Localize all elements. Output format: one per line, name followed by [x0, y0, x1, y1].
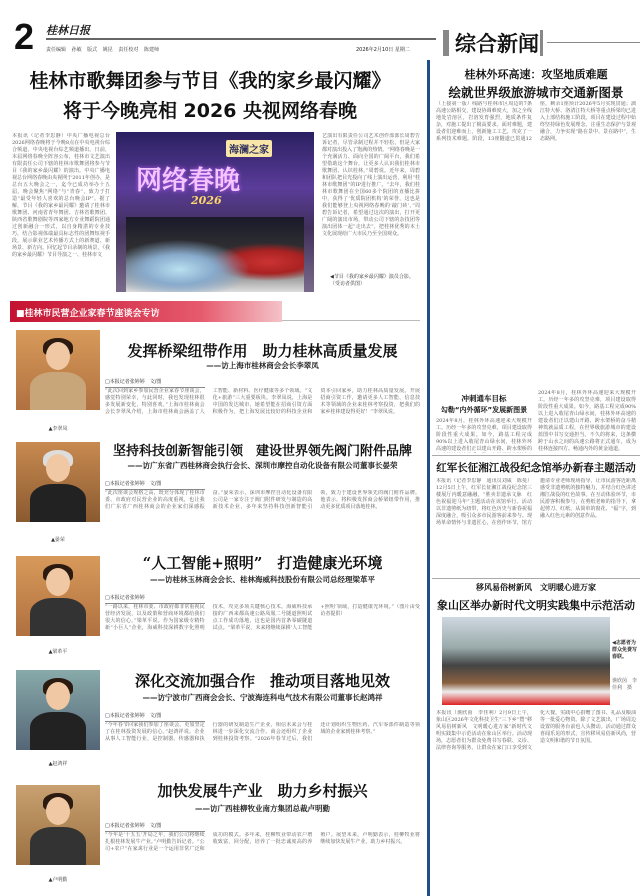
interview-headline: 发挥桥梁纽带作用 助力桂林高质量发展 — [127, 342, 398, 360]
portrait-photo — [16, 785, 100, 865]
issue-date: 2026年2月10日 星期二 — [356, 47, 410, 53]
museum-body: 本报讯（记者李思静 通讯员刘咸 陈曼）12月5日上午，红军长征湘江战役纪念馆三楼展厅内暖意融融，“胜卖非遗承文脉 红色祝福迎马年”主题活动在该馆举行。活动以非遗剪纸为纽带，将红色历史与新春祝福深度融合，吸引众多市民游客前来参与。现场革命情怀与非遗匠心，在创作环节，馆方邀请专业老师现场指导，让市民游客近距离感受非遗剪纸的独特魅力，并结合红色讲述湘江战役的红色故事。在互动体验环节，市民游客积极参与，在剪纸老师的指导下，拿起剪刀、红纸，从简单的窗花、“福”字，到融入红色元素的创意作品。 — [436, 478, 636, 526]
interview-body: “此次座谈会规格之高，既充分体现了桂林市委、市政府对民营企业的高度重视，也让我们广东省广西桂林商会的企业家们深感振奋。”晏荣表示，深圳市摩控自动化设备有限公司是一家专注于阀门附件研发与制造的高新技术企业，多年来坚持科技创新智能引领，致力于建设世界领先的阀门附件品牌。他表示，将积极发挥商会桥梁纽带作用，推动更多优质项目落地桂林。 — [105, 490, 420, 510]
photo-text-sponsor: 海澜之家 — [226, 140, 272, 157]
article-divider — [432, 578, 640, 579]
highway-subhead-line2: 勾勒“内外循环”发展新图景 — [440, 406, 528, 414]
interview-subtitle: ——访桂林玉林商会会长、桂林海威科技股份有限公司总经理梁革平 — [150, 575, 375, 584]
interview-body: “今年是‘十五五’开局之年，我们公司将继续扎根桂林发展牛产业。”卢明勤告诉记者。“公司+农户”在家禽行业是一个运用非常广泛和成功的模式。多年来，桂柳牧业带动农户增收致富，回分配，培养了一批忠诚度高的养殖户。展望未来，卢明勤表示，桂柳牧业将继续加快发展牛产业，助力乡村振兴。 — [105, 832, 420, 852]
banner-line — [282, 320, 420, 321]
byline: □本报记者张婷婷 文/图 — [105, 378, 205, 388]
lead-body-left: 本报讯（记者李思静）中央广播电视总台2026网络春晚将于今晚8点在中央电视台综合频道、中央电视台综艺频道播出。日前，本届网络春晚全阵容公布，桂林市文艺演出有限责任公司下辖的桂林市歌舞团将参与节目《我的家乡最闪耀》的演出。中央广播电视总台网络春晚由央视网于2011年创办，是总台五大晚会之一，迄今已成功举办十五届，晚会聚焦“网络”与“青春”，致力于打造“最受年轻人喜欢的总台晚会IP”。据了解，节目《我的家乡最闪耀》邀请了桂林市歌舞团、河南省青年舞团、吉林省歌舞团、陕西省歌舞剧院等四家地方专业舞蹈院团通过创新融合一形式，以自身精湛的专业技巧，结合影视体端最具标志性的团舞短视手段，展示职业艺术传播方式上的新赛道、新场景、新方向。回忆起节目录制的场景，《我的家乡最闪耀》节目导演之一、桂林市文 — [12, 133, 110, 258]
byline: □本报记者张婷婷 — [105, 594, 205, 604]
portrait-photo — [16, 556, 100, 636]
interview-headline: 深化交流加强合作 推动项目落地见效 — [134, 672, 390, 690]
xiangshan-photo-caption: ◀志愿者为群众免费写春联。 — [612, 640, 638, 660]
interview-subtitle: ——访宁波市广西商会会长、宁波海连科电气技术有限公司董事长赵鸿祥 — [142, 693, 383, 702]
interview-subtitle: ——访广西桂柳牧业南方集团总裁卢明勤 — [195, 804, 330, 813]
portrait-caption: ▲李翠凤 — [48, 426, 68, 432]
section-line — [547, 42, 640, 43]
interview-headline: “人工智能+照明” 打造健康光环境 — [142, 554, 383, 572]
interview-subtitle: ——访上海市桂林商会会长李翠凤 — [206, 361, 319, 370]
special-banner: ■桂林市民营企业家春节座谈会专访 — [10, 301, 282, 322]
highway-body-2: 2024年8月，桂林外环高速迎来大规模开工。历经一年多的攻坚克难，项目建设取得阶段性重大成果。如今，路基工程完成90%以上进入收尾青山绿水间，桂林外环高速的建设者们正以建山开路、跨水架桥的 — [436, 418, 532, 452]
interview-subtitle: ——访广东省广西桂林商会执行会长、深圳市摩控自动化设备有限公司董事长晏荣 — [127, 461, 398, 470]
xiangshan-photo — [442, 617, 610, 705]
museum-headline: 红军长征湘江战役纪念馆举办新春主题活动 — [436, 462, 636, 474]
byline: □本报记者张婷婷 文/图 — [105, 712, 205, 722]
interview-headline: 加快发展牛产业 助力乡村振兴 — [157, 782, 368, 800]
highway-headline-line1: 桂林外环高速：攻坚地质难题 — [464, 68, 608, 81]
highway-subhead-line1: 冲刺通车目标 — [461, 394, 507, 403]
byline: □本报记者张婷婷 文/图 — [105, 822, 205, 832]
lead-photo-caption: ◀节目《我的家乡最闪耀》演员合影。（受访者供图） — [330, 274, 414, 287]
highway-body-3: 2024年8月，桂林外环高速迎来大规模开工。历经一年多的攻坚克难，项目建设取得阶段性重大成果。如今，路基工程完成90%以上进入收尾青山绿水间，桂林外环高速的建设者们正以建山开路、跨水架桥的奋斗精神筑就品质工程，在世界级旅游城市的建设蓝图中书写交通担当。不久的将来，这条横跨于山水之间的高速公路将正式通车，成为桂林连接四方、畅通内外的黄金通道。 — [538, 390, 636, 452]
interview-headline: 坚持科技创新智能引领 建设世界领先阀门附件品牌 — [112, 444, 412, 459]
portrait-caption: ▲晏荣 — [51, 537, 65, 543]
staff-credits: 责任编辑 孙敏 版式 姚昆 责任校对 陈建师 — [46, 47, 159, 53]
section-title: 综合新闻 — [455, 31, 539, 56]
xiangshan-headline: 象山区举办新时代文明实践集中示范活动 — [437, 599, 635, 612]
portrait-photo — [16, 442, 100, 522]
lead-photo — [116, 132, 314, 292]
lead-headline-line1: 桂林市歌舞团参与节目《我的家乡最闪耀》 — [29, 70, 391, 92]
portrait-photo — [16, 330, 100, 410]
xiangshan-kicker: 移风易俗树新风 文明暖心进万家 — [476, 583, 596, 592]
photo-text-title: 网络春晚 — [136, 166, 241, 196]
highway-headline-line2: 绘就世界级旅游城市交通新图景 — [448, 85, 624, 100]
column-border — [427, 60, 430, 896]
lead-body-right: 艺演出有限责任公司艺术创作部部长周碧告诉记者，尽管录制过程并不轻松，但是大家都对演出投入了饱满的热情。“网络春晚是一个充满活力、面向全国的广阔平台，我们希望借助这个舞台，让更多人认识我们桂林市歌舞团、认识桂林。”周碧说。近年来，周碧和团队把目光投向了线上演出运营，利用“桂林市歌舞团”的IP进行推广。“去年，我们桂林市歌舞团在全国60多个院团的直播比拼中，获得了‘优质院团机构’的荣誉，这也是我们能够登上央视网络春晚的‘敲门砖’。”周碧告诉记者，希望通过这次的演出，打开更广阔的演出市场，带动公司下辖的杂技团等演出团体一起“走出去”，把桂林优秀的本土文化展现给广大市民乃至全国观众。 — [322, 133, 420, 237]
paper-logo: 桂林日报 — [46, 24, 90, 37]
portrait-caption: ▲梁革平 — [48, 649, 68, 655]
page-number: 2 — [14, 16, 35, 57]
interview-body: “今年春节回家我们参加了座谈会，更加坚定了在桂林投资发展的信心。”赵鸿祥说。企业从事人工智能行业，是控制器、传感器和执行器的研发制造生产企业，相信未来会与桂林进一步深化交流合作。商会还组织了企业到桂林投资考察。“2026年春节过后，我们还计划组织生物医药、汽车零部件制造等领域的企业家到桂林考察。” — [105, 722, 420, 742]
highway-body: （上接第一版）线路与桂林市区周边的7条高速公路相交，建设协调难度大，加之全线地处岩溶区，岩溶发育强烈，地质条件复杂，对施工提出了极高要求。面对难题，建设者们迎难而上，创新施工工艺，攻克了一系列技术难题。阶段，13座隧道已贯通12座，剩余1座预计2026年5月实现贯通；漓江特大桥、洛清江特大桥等重点桥梁均已进入上部结构施工阶段。项目在建设过程中始终坚持绿色发展理念，注重生态保护与景观融合，力争实现“路在景中、景在路中”，生态路网。 — [436, 101, 636, 142]
xiangshan-body: 本报讯（谯欣茵 李佳利）2月9日上午，象山区2026年文化科技卫生“三下乡”暨“移风易俗树新风 文明暖心进万家”新时代文明实践集中示范活动在象山区举行。活动现场，志愿者们为群众免费书写春联、义诊、法律咨询等服务，让群众在家门口享受到文化大餐。实践中心捐赠了图书、礼品及粮油等一批爱心物资。除了文艺演出，广场周边设置的服务台前也人头攒动。活动通过群众喜闻乐见的形式，宣传移风易俗新风尚，营造文明和谐的节日氛围。 — [436, 710, 636, 751]
lead-headline-line2: 将于今晚亮相 2026 央视网络春晚 — [62, 100, 358, 122]
byline: □本报记者张婷婷 文/图 — [105, 480, 205, 490]
article-divider — [432, 455, 640, 456]
section-bar — [540, 30, 543, 56]
interview-body: “一路以来，桂林市委、市政府都非常重视民营经济发展，以及政策和营商环境都给我们很大的信心。”梁革平说。作为国家级专精特新“小巨人”企业，海威科技深耕数字化照明技术，攻克多项关键核心技术。海威科技承接的广西来都高速公路凤凰二号隧道照明试点工作成功落地，这也是国内首条零碳隧道试点。“梁革平说，未来将继续深耕‘人工智能+照明’领域，打造健康光环境。”（图片由受访者提供） — [105, 604, 420, 631]
performers-image — [126, 217, 304, 292]
portrait-caption: ▲卢明勤 — [48, 877, 68, 883]
section-bar — [443, 30, 449, 56]
portrait-photo — [16, 670, 100, 750]
xiangshan-photo-credit: 谯欣茵 李佳利 摄 — [612, 678, 638, 691]
interview-body: “此次回到家乡参加民营企业家春节座谈会，感觉特别荣幸，与此同时，我也发现桂林很多发展新变化，特别喜欢。”上海市桂林商会会长李翠凤介绍，上海市桂林商会涵盖了人工智能、新材料、医疗健康等多个领域。“文化+旅游”三大重要板块。李翠凤说，上海是中国的发达城市，她希望能在招商引资方面积极作为，把上海发展比较好的科技企业和资本引回家乡，助力桂林高质量发展。开展招商引资工作，邀请更多人工智能、信息技术等领域的企业来桂林考察投资，把我们的家乡桂林建设得更好！”李翠凤说。 — [105, 388, 420, 415]
masthead-divider — [46, 38, 436, 40]
photo-text-year: 2026 — [191, 194, 222, 207]
portrait-caption: ▲赵鸿祥 — [48, 761, 68, 767]
